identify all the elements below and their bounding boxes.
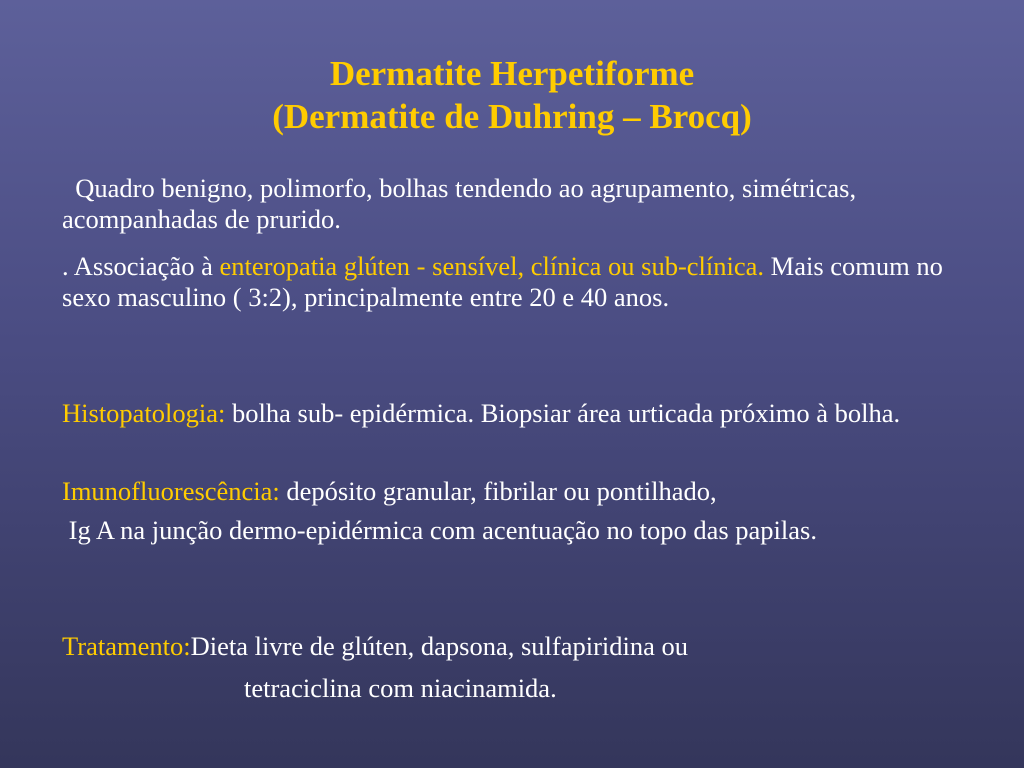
paragraph-treatment <box>62 631 967 662</box>
paragraph-description <box>62 173 967 235</box>
association-prefix: . Associação à <box>62 251 220 281</box>
paragraph-treatment-continued <box>244 673 964 704</box>
association-rest: Mais comum no sexo masculino ( 3:2), principalmente entre 20 e 40 anos. <box>62 251 950 312</box>
description-text: Quadro benigno, polimorfo, bolhas tendendo ao agrupamento, simétricas, acompanhadas de prurido. <box>62 173 863 234</box>
treatment-label: Tratamento: <box>62 631 191 661</box>
paragraph-histopathology <box>62 398 967 429</box>
slide-title <box>0 52 1024 138</box>
treatment-text: Dieta livre de glúten, dapsona, sulfapiridina ou <box>190 631 689 661</box>
iga-text: Ig A na junção dermo-epidérmica com acentuação no topo das papilas. <box>62 515 817 545</box>
title-line-1: Dermatite Herpetiforme <box>329 54 695 93</box>
association-highlight: enteropatia glúten - sensível, clínica ou sub-clínica. <box>219 251 765 281</box>
histopathology-label: Histopatologia: <box>62 398 226 428</box>
immunofluorescence-text: depósito granular, fibrilar ou pontilhado, <box>279 476 717 506</box>
histopathology-text: bolha sub- epidérmica. Biopsiar área urticada próximo à bolha. <box>225 398 901 428</box>
paragraph-immunofluorescence <box>62 476 967 507</box>
title-line-2: (Dermatite de Duhring – Brocq) <box>272 97 752 136</box>
immunofluorescence-label: Imunofluorescência: <box>62 476 280 506</box>
paragraph-association <box>62 251 967 313</box>
paragraph-iga <box>62 515 967 546</box>
treatment-continued-text: tetraciclina com niacinamida. <box>244 673 557 703</box>
